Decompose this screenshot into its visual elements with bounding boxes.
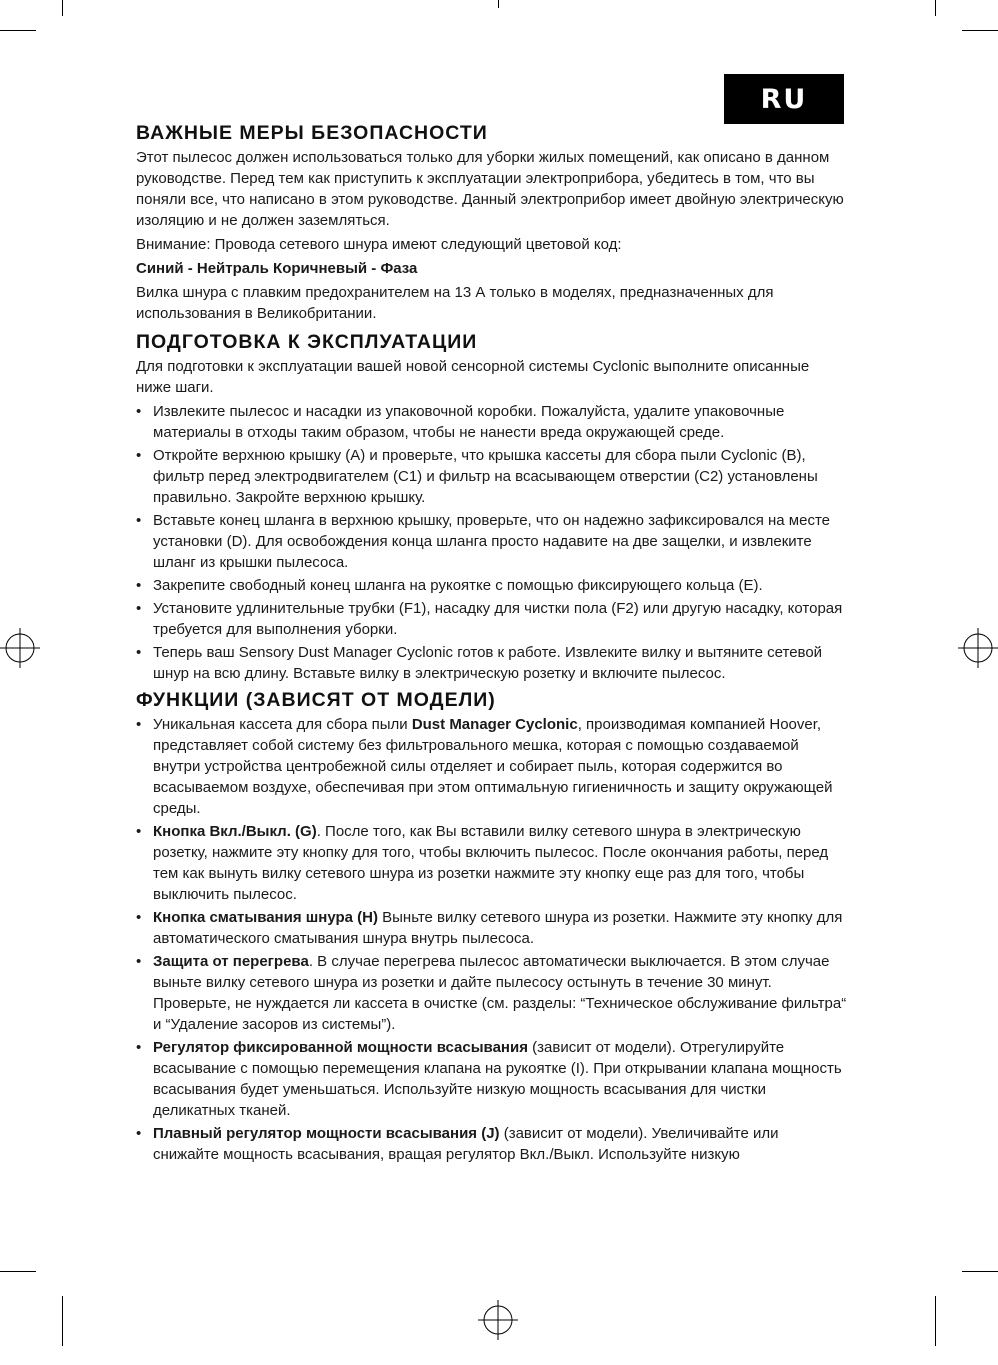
bullet-icon: • [136, 600, 142, 617]
list-item [136, 510, 848, 573]
features-section [136, 686, 848, 1165]
list-item: • Плавный регулятор мощности всасывания (J) (зависит от модели). Увеличивайте или снижайте мощность всасывания, вращая регулятор Вкл./Выкл. Используйте низкую [136, 1125, 779, 1163]
list-item-text: Вставьте конец шланга в верхнюю крышку, проверьте, что он надежно зафиксировался на месте установки (D). Для освобождения конца шланга просто надавите на две защелки, и извлеките шланг из крышки пылесоса. [153, 512, 831, 571]
crop-mark [62, 0, 63, 16]
registration-mark-icon [0, 628, 40, 668]
list-item [136, 642, 848, 684]
language-badge: RU [724, 74, 844, 124]
bullet-icon: • [136, 403, 142, 420]
document-body [136, 119, 848, 1167]
section-heading: ВАЖНЫЕ МЕРЫ БЕЗОПАСНОСТИ [136, 122, 488, 144]
list-item: • Кнопка сматывания шнура (H) Выньте вилку сетевого шнура из розетки. Нажмите эту кнопку для автоматического сматывания шнура внутрь пылесоса. [136, 909, 843, 947]
feature-name: Плавный регулятор мощности всасывания (J) [153, 1125, 500, 1142]
crop-mark [0, 1271, 36, 1272]
list-item-text: Теперь ваш Sensory Dust Manager Cyclonic готов к работе. Извлеките вилку и вытяните сетевой шнур на всю длину. Вставьте вилку в электрическую розетку и включите пылесос. [153, 644, 823, 682]
bullet-icon: • [136, 823, 142, 840]
bullet-icon: • [136, 447, 142, 464]
list-item-text: Откройте верхнюю крышку (A) и проверьте, что крышка кассеты для сбора пыли Cyclonic (B), фильтр перед электродвигателем (C1) и фильтр на всасывающем отверстии (C2) установлены правильно. Закройте верхнюю крышку. [153, 447, 818, 506]
feature-name: Защита от перегрева [153, 953, 309, 970]
crop-mark [935, 1296, 936, 1346]
bullet-icon: • [136, 716, 142, 733]
list-item: • Регулятор фиксированной мощности всасывания (зависит от модели). Отрегулируйте всасывание с помощью перемещения клапана на рукоятке (I). При открывании клапана мощность всасывания будет уменьшаться. Используйте низкую мощность всасывания для чистки деликатных тканей. [136, 1039, 842, 1119]
list-item [136, 575, 848, 596]
bullet-icon: • [136, 953, 142, 970]
list-item: • Кнопка Вкл./Выкл. (G). После того, как Вы вставили вилку сетевого шнура в электрическую розетку, нажмите эту кнопку для того, чтобы включить пылесос. После окончания работы, перед тем как вынуть вилку сетевого шнура из розетки нажмите эту кнопку еще раз для того, чтобы выключить пылесос. [136, 823, 829, 903]
crop-mark [498, 0, 499, 8]
list-item: • Уникальная кассета для сбора пыли Dust Manager Cyclonic, производимая компанией Hoover, представляет собой систему без фильтровального мешка, которая с помощью создаваемой внутри устройства центробежной силы отделяет и собирает пыль, которая содержится во всасываемом воздухе, обеспечивая при этом оптимальную гигиеничность и защиту окружающей среды. [136, 716, 833, 817]
list-item [136, 401, 848, 443]
paragraph: Внимание: Провода сетевого шнура имеют следующий цветовой код: [136, 236, 622, 253]
bullet-icon: • [136, 644, 142, 661]
bullet-icon: • [136, 909, 142, 926]
section-heading: ПОДГОТОВКА К ЭКСПЛУАТАЦИИ [136, 331, 478, 353]
bullet-icon: • [136, 1039, 142, 1056]
crop-mark [962, 1271, 998, 1272]
safety-section [136, 119, 848, 324]
bullet-list [136, 401, 848, 684]
list-item-text: Установите удлинительные трубки (F1), насадку для чистки пола (F2) или другую насадку, которая требуется для выполнения уборки. [153, 600, 843, 638]
feature-name: Кнопка сматывания шнура (H) [153, 909, 378, 926]
registration-mark-icon [958, 628, 998, 668]
list-item-text: Извлеките пылесос и насадки из упаковочной коробки. Пожалуйста, удалите упаковочные материалы в отходы таким образом, чтобы не нанести вреда окружающей среде. [153, 403, 785, 441]
preparation-section [136, 328, 848, 684]
paragraph: Вилка шнура с плавким предохранителем на 13 А только в моделях, предназначенных для использования в Великобритании. [136, 284, 774, 322]
crop-mark [935, 0, 936, 16]
registration-mark-icon [478, 1300, 518, 1340]
wire-color-code: Синий - Нейтраль Коричневый - Фаза [136, 260, 418, 277]
feature-name: Dust Manager Cyclonic [411, 716, 578, 733]
section-heading: ФУНКЦИИ (ЗАВИСЯТ ОТ МОДЕЛИ) [136, 689, 496, 711]
bullet-list [136, 714, 848, 1165]
bullet-icon: • [136, 577, 142, 594]
paragraph: Для подготовки к эксплуатации вашей новой сенсорной системы Cyclonic выполните описанные ниже шаги. [136, 358, 810, 396]
crop-mark [62, 1296, 63, 1346]
bullet-icon: • [136, 512, 142, 529]
crop-mark [962, 30, 998, 31]
list-item-text: Закрепите свободный конец шланга на рукоятке с помощью фиксирующего кольца (E). [153, 577, 763, 594]
list-item [136, 445, 848, 508]
feature-name: Регулятор фиксированной мощности всасывания [153, 1039, 528, 1056]
feature-name: Кнопка Вкл./Выкл. (G) [153, 823, 317, 840]
crop-mark [0, 30, 36, 31]
list-item: • Защита от перегрева. В случае перегрева пылесос автоматически выключается. В этом случае выньте вилку сетевого шнура из розетки и дайте пылесосу остынуть в течение 30 минут. Проверьте, не нуждается ли кассета в очистке (см. разделы: “Техническое обслуживание фильтра“ и “Удаление засоров из системы”). [136, 953, 847, 1033]
list-item [136, 598, 848, 640]
paragraph: Этот пылесос должен использоваться только для уборки жилых помещений, как описано в данном руководстве. Перед тем как приступить к эксплуатации электроприбора, убедитесь в том, что вы поняли все, что написано в этом руководстве. Данный электроприбор имеет двойную электрическую изоляцию и не должен заземляться. [136, 149, 844, 229]
bullet-icon: • [136, 1125, 142, 1142]
